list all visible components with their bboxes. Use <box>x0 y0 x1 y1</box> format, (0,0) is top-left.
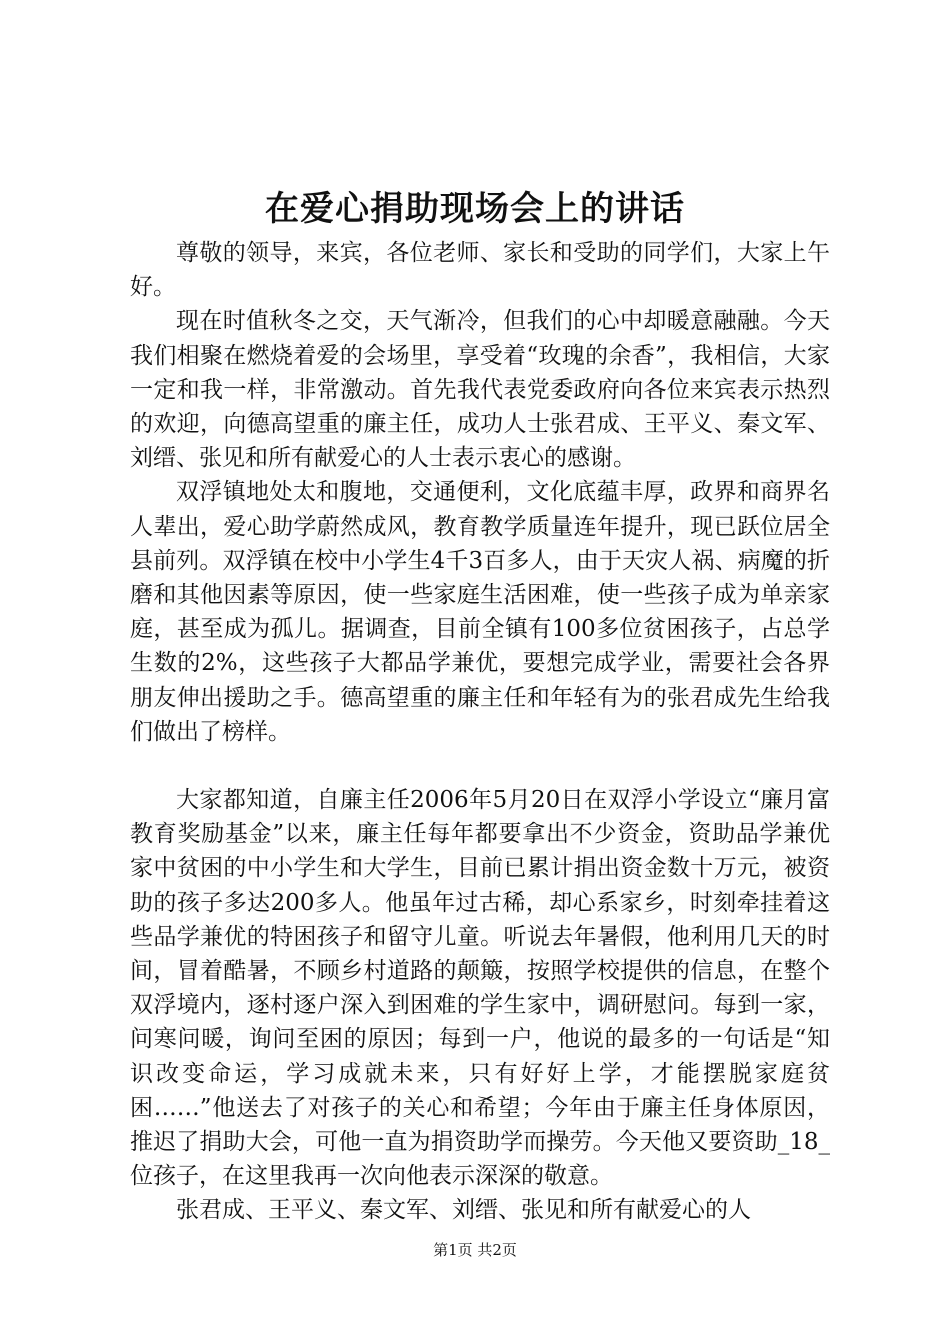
paragraph-spacer <box>130 749 830 783</box>
document-title: 在爱心捐助现场会上的讲话 <box>265 189 685 229</box>
paragraph-welcome: 现在时值秋冬之交，天气渐冷，但我们的心中却暖意融融。今天我们相聚在燃烧着爱的会场里，享受着“玫瑰的余香”，我相信，大家一定和我一样，非常激动。首先我代表党委政府向各位来宾表示热烈的欢迎，向德高望重的廉主任，成功人士张君成、王平义、秦文军、刘缙、张见和所有献爱心的人士表示衷心的感谢。 <box>130 308 830 472</box>
paragraph-fund-history: 大家都知道，自廉主任2006年5月20日在双浮小学设立“廉月富教育奖励基金”以来，廉主任每年都要拿出不少资金，资助品学兼优家中贫困的中小学生和大学生，目前已累计捐出资金数十万元，被资助的孩子多达200多人。他虽年过古稀，却心系家乡，时刻牵挂着这些品学兼优的特困孩子和留守儿童。听说去年暑假，他利用几天的时间，冒着酷暑，不顾乡村道路的颠簸，按照学校提供的信息，在整个双浮境内，逐村逐户深入到困难的学生家中，调研慰问。每到一家，问寒问暖，询问至困的原因；每到一户，他说的最多的一句话是“知识改变命运，学习成就未来，只有好好上学，才能摆脱家庭贫困……”他送去了对孩子的关心和希望；今年由于廉主任身体原因，推迟了捐助大会，可他一直为捐资助学而操劳。今天他又要资助_18_位孩子，在这里我再一次向他表示深深的敬意。 <box>130 787 830 1190</box>
paragraph-donors: 张君成、王平义、秦文军、刘缙、张见和所有献爱心的人 <box>176 1197 751 1224</box>
document-body <box>130 236 830 1228</box>
paragraph-greeting: 尊敬的领导，来宾，各位老师、家长和受助的同学们，大家上午好。 <box>130 240 830 301</box>
paragraph-town-overview: 双浮镇地处太和腹地，交通便利，文化底蕴丰厚，政界和商界名人辈出，爱心助学蔚然成风，教育教学质量连年提升，现已跃位居全县前列。双浮镇在校中小学生4千3百多人，由于天灾人祸、病魔的折磨和其他因素等原因，使一些家庭生活困难，使一些孩子成为单亲家庭，甚至成为孤儿。据调查，目前全镇有100多位贫困孩子，占总学生数的2%，这些孩子大都品学兼优，要想完成学业，需要社会各界朋友伸出援助之手。德高望重的廉主任和年轻有为的张君成先生给我们做出了榜样。 <box>130 479 830 745</box>
page-number-footer: 第1页 共2页 <box>433 1241 517 1259</box>
